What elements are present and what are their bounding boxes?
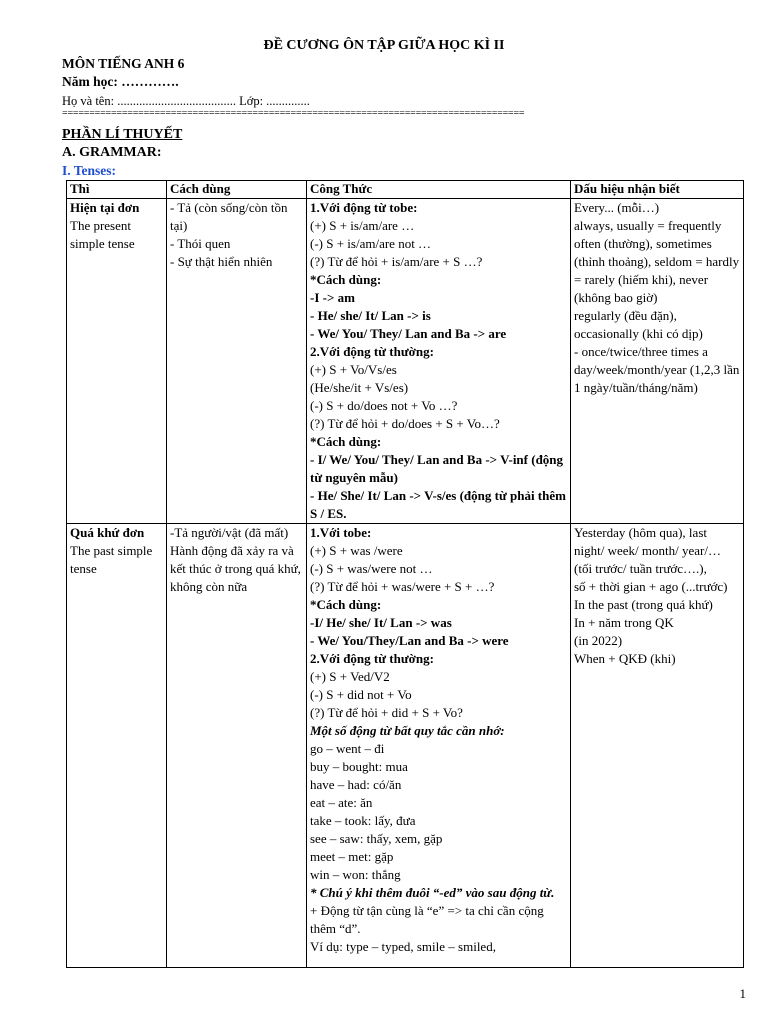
separator-line: ===================================================================================== (62, 108, 525, 119)
formula-line: *Cách dùng: (310, 597, 382, 612)
formula-line: take – took: lấy, đưa (310, 813, 416, 828)
formula-line: (-) S + do/does not + Vo …? (310, 398, 458, 413)
signal-line: When + QKĐ (khi) (574, 651, 676, 666)
formula-cell (307, 199, 571, 524)
tense-cell (67, 199, 167, 524)
tense-name-vi: Quá khứ đơn (70, 525, 145, 540)
formula-line: * Chú ý khi thêm đuôi “-ed” vào sau động từ. (310, 885, 555, 900)
formula-line: (+) S + was /were (310, 543, 403, 558)
formula-line: (+) S + Ved/V2 (310, 669, 390, 684)
signals-cell (571, 524, 744, 968)
formula-line: (He/she/it + Vs/es) (310, 380, 409, 395)
signals-cell (571, 199, 744, 524)
header-usage: Cách dùng (167, 181, 307, 199)
formula-line: - He/ she/ It/ Lan -> is (310, 308, 431, 323)
formula-line: (-) S + did not + Vo (310, 687, 412, 702)
section-grammar: A. GRAMMAR: (62, 145, 162, 160)
header-tense: Thì (67, 181, 167, 199)
formula-line: 2.Với động từ thường: (310, 344, 434, 359)
tenses-table (66, 180, 744, 968)
tense-name-vi: Hiện tại đơn (70, 200, 140, 215)
formula-line: (?) Từ để hỏi + was/were + S + …? (310, 579, 495, 594)
document-title: ĐỀ CƯƠNG ÔN TẬP GIỮA HỌC KÌ II (263, 38, 505, 53)
usage-line: - Tả (còn sống/còn tồn tại) (170, 200, 288, 233)
signal-line: often (thường), sometimes (thỉnh thoảng), seldom = hardly = rarely (hiếm khi), never (không bao giờ) (574, 236, 740, 305)
table-row (67, 524, 744, 968)
signal-line: - once/twice/three times a day/week/month/year (1,2,3 lần 1 ngày/tuần/tháng/năm) (574, 344, 740, 395)
formula-line: 1.Với động từ tobe: (310, 200, 418, 215)
formula-line: -I -> am (310, 290, 355, 305)
section-tenses: I. Tenses: (62, 163, 117, 178)
usage-line: Hành động đã xảy ra và kết thúc ở trong quá khứ, không còn nữa (170, 543, 301, 594)
table-header-row (67, 181, 744, 199)
formula-line: see – saw: thấy, xem, gặp (310, 831, 443, 846)
formula-line: - He/ She/ It/ Lan -> V-s/es (động từ phải thêm S / ES. (310, 488, 566, 521)
formula-line: meet – met: gặp (310, 849, 394, 864)
formula-line: 1.Với tobe: (310, 525, 372, 540)
school-year: Năm học: …………. (62, 74, 179, 89)
name-class-line: Họ và tên: ...................................... Lớp: .............. (62, 94, 310, 108)
formula-line: buy – bought: mua (310, 759, 408, 774)
usage-cell (167, 524, 307, 968)
signal-line: Every... (mỗi…) (574, 200, 660, 215)
formula-line: - We/ You/ They/ Lan and Ba -> are (310, 326, 507, 341)
formula-line: (+) S + is/am/are … (310, 218, 415, 233)
formula-line: *Cách dùng: (310, 434, 382, 449)
formula-line: go – went – đi (310, 741, 385, 756)
signal-line: In + năm trong QK (574, 615, 674, 630)
formula-line: eat – ate: ăn (310, 795, 373, 810)
formula-line: (?) Từ để hỏi + is/am/are + S …? (310, 254, 483, 269)
formula-line: + Động từ tận cùng là “e” => ta chỉ cần cộng thêm “d”. (310, 903, 544, 936)
usage-line: -Tả người/vật (đã mất) (170, 525, 289, 540)
formula-line: (-) S + is/am/are not … (310, 236, 432, 251)
signal-line: always, usually = frequently (574, 218, 722, 233)
formula-line: win – won: thắng (310, 867, 401, 882)
usage-line: - Thói quen (170, 236, 231, 251)
usage-cell (167, 199, 307, 524)
formula-line: (?) Từ để hỏi + do/does + S + Vo…? (310, 416, 500, 431)
signal-line: (in 2022) (574, 633, 623, 648)
header-signals: Dấu hiệu nhận biết (571, 181, 744, 199)
formula-line: - We/ You/They/Lan and Ba -> were (310, 633, 509, 648)
formula-line: have – had: có/ăn (310, 777, 402, 792)
tense-name-en: The present simple tense (70, 218, 135, 251)
tense-cell (67, 524, 167, 968)
page-number: 1 (739, 986, 746, 1001)
formula-line: (+) S + Vo/Vs/es (310, 362, 397, 377)
formula-line: Một số động từ bất quy tắc cần nhớ: (310, 723, 505, 738)
signal-line: regularly (đều đặn), occasionally (khi có dịp) (574, 308, 703, 341)
signal-line: Yesterday (hôm qua), last night/ week/ month/ year/… (tối trước/ tuần trước….), (574, 525, 721, 576)
formula-line: Ví dụ: type – typed, smile – smiled, (310, 939, 496, 954)
formula-line: (-) S + was/were not … (310, 561, 433, 576)
table-row (67, 199, 744, 524)
formula-line: - I/ We/ You/ They/ Lan and Ba -> V-inf (động từ nguyên mẫu) (310, 452, 564, 485)
tense-name-en: The past simple tense (70, 543, 153, 576)
usage-line: - Sự thật hiển nhiên (170, 254, 273, 269)
header-formula: Công Thức (307, 181, 571, 199)
formula-line: (?) Từ để hỏi + did + S + Vo? (310, 705, 463, 720)
subject-heading: MÔN TIẾNG ANH 6 (62, 56, 185, 71)
formula-line: 2.Với động từ thường: (310, 651, 434, 666)
formula-cell (307, 524, 571, 968)
signal-line: In the past (trong quá khứ) (574, 597, 713, 612)
signal-line: số + thời gian + ago (...trước) (574, 579, 728, 594)
section-theory: PHẦN LÍ THUYẾT (62, 127, 183, 142)
formula-line: *Cách dùng: (310, 272, 382, 287)
formula-line: -I/ He/ she/ It/ Lan -> was (310, 615, 452, 630)
